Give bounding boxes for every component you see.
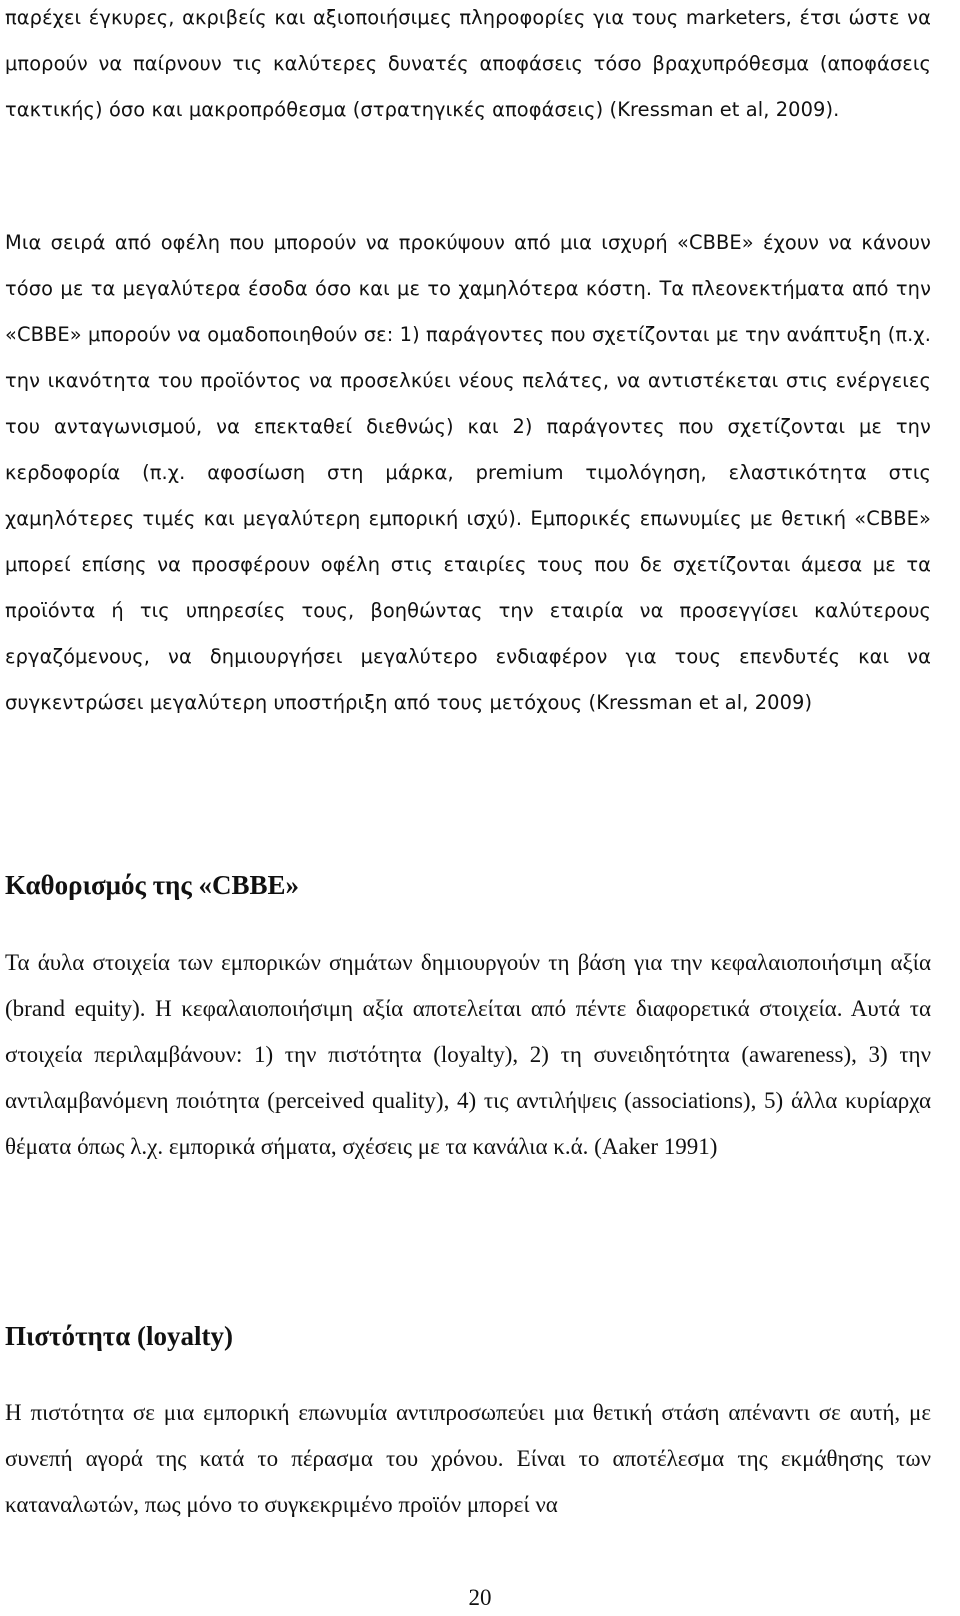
page-number: 20 xyxy=(468,1585,492,1610)
paragraph-continuation: παρέχει έγκυρες, ακριβείς και αξιοποιήσιμες πληροφορίες για τους marketers, έτσι ώστε να μπορούν να παίρνουν τις καλύτερες δυνατές αποφάσεις τόσο βραχυπρόθεσμα (αποφάσεις τακτικής) όσο και μακροπρόθεσμα (στρατηγικές αποφάσεις) (Kressman et al, 2009). xyxy=(5,6,931,121)
paragraph-loyalty: Η πιστότητα σε μια εμπορική επωνυμία αντιπροσωπεύει μια θετική στάση απέναντι σε αυτή, με συνεπή αγορά της κατά το πέρασμα του χρόνου. Είναι το αποτέλεσμα της εκμάθησης των καταναλωτών, πως μόνο το συγκεκριμένο προϊόν μπορεί να xyxy=(5,1400,931,1517)
paragraph-cbbe-benefits: Μια σειρά από οφέλη που μπορούν να προκύψουν από μια ισχυρή «CBBE» έχουν να κάνουν τόσο με τα μεγαλύτερα έσοδα όσο και με το χαμηλότερα κόστη. Τα πλεονεκτήματα από την «CBBE» μπορούν να ομαδοποιηθούν σε: 1) παράγοντες που σχετίζονται με την ανάπτυξη (π.χ. την ικανότητα του προϊόντος να προσελκύει νέους πελάτες, να αντιστέκεται στις ενέργειες του ανταγωνισμού, να επεκταθεί διεθνώς) και 2) παράγοντες που σχετίζονται με την κερδοφορία (π.χ. αφοσίωση στη μάρκα, premium τιμολόγηση, ελαστικότητα στις χαμηλότερες τιμές και μεγαλύτερη εμπορική ισχύ). Εμπορικές επωνυμίες με θετική «CBBE» μπορεί επίσης να προσφέρουν οφέλη στις εταιρίες τους που δε σχετίζονται άμεσα με τα προϊόντα ή τις υπηρεσίες τους, βοηθώντας την εταιρία να προσεγγίσει καλύτερους εργαζόμενους, να δημιουργήσει μεγαλύτερο ενδιαφέρον για τους επενδυτές και να συγκεντρώσει μεγαλύτερη υποστήριξη από τους μετόχους (Kressman et al, 2009) xyxy=(5,231,931,714)
paragraph-brand-equity-elements: Τα άυλα στοιχεία των εμπορικών σημάτων δημιουργούν τη βάση για την κεφαλαιοποιήσιμη αξία (brand equity). Η κεφαλαιοποιήσιμη αξία αποτελείται από πέντε διαφορετικά στοιχεία. Αυτά τα στοιχεία περιλαμβάνουν: 1) την πιστότητα (loyalty), 2) τη συνειδητότητα (awareness), 3) την αντιλαμβανόμενη ποιότητα (perceived quality), 4) τις αντιλήψεις (associations), 5) άλλα κυρίαρχα θέματα όπως λ.χ. εμπορικά σήματα, σχέσεις με τα κανάλια κ.ά. (Aaker 1991) xyxy=(5,950,931,1159)
section-heading-loyalty: Πιστότητα (loyalty) xyxy=(5,1321,234,1351)
section-heading-cbbe-definition: Καθορισμός της «CBBE» xyxy=(5,870,300,900)
